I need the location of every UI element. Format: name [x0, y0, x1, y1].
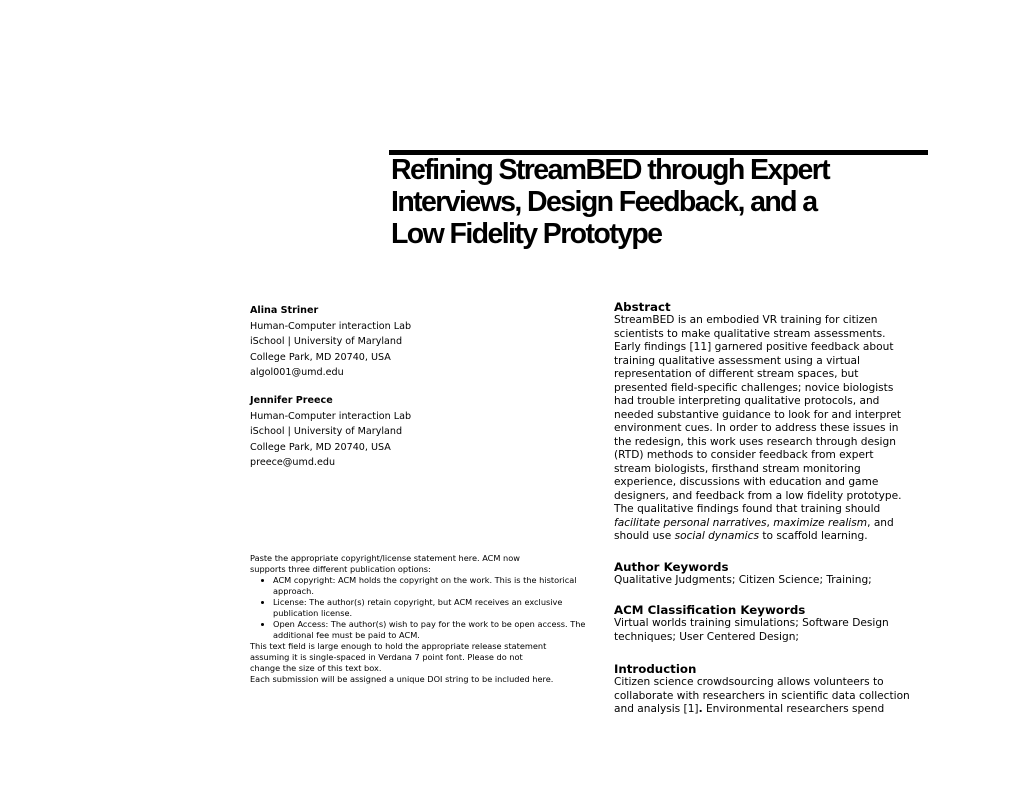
copyright-box [250, 553, 600, 685]
author-block [250, 393, 590, 471]
author-list [250, 303, 590, 483]
author-address: College Park, MD 20740, USA [250, 351, 391, 363]
abstract-line: designers, and feedback from a low fidelity prototype. [614, 489, 902, 502]
acm-classification-line: Virtual worlds training simulations; Software Design [614, 617, 889, 629]
keywords-line: Qualitative Judgments; Citizen Science; Training; [614, 573, 872, 586]
abstract-heading: Abstract [614, 300, 671, 314]
text-run: to scaffold learning. [758, 530, 868, 542]
abstract-line: experience, discussions with education and game [614, 476, 879, 488]
title-line: Low Fidelity Prototype [391, 218, 662, 250]
copyright-option: • License: The author(s) retain copyright, but ACM receives an exclusive publication license. [273, 597, 600, 619]
abstract-line: stream biologists, firsthand stream monitoring [614, 462, 861, 475]
abstract-line: (RTD) methods to consider feedback from expert [614, 449, 874, 461]
abstract-line [614, 530, 934, 544]
text-run: should use [614, 530, 675, 542]
copyright-option: • ACM copyright: ACM holds the copyright on the work. This is the historical approach. [273, 575, 600, 597]
author-affiliation: Human-Computer interaction Lab [250, 320, 412, 332]
keywords-heading: Author Keywords [614, 559, 729, 574]
text-run: , [766, 516, 774, 529]
title-line: Interviews, Design Feedback, and a [391, 186, 817, 218]
text-run: Environmental researchers spend [702, 703, 885, 715]
abstract-line: environment cues. In order to address these issues in [614, 422, 899, 434]
bold-period: . [698, 703, 703, 715]
text-run: and analysis [1] [614, 703, 699, 715]
copyright-outro: assuming it is single-spaced in Verdana 7 point font. Please do not [250, 652, 523, 662]
author-affiliation: iSchool | University of Maryland [250, 336, 403, 348]
introduction-heading: Introduction [614, 662, 697, 676]
text-run: , and [867, 516, 894, 529]
acm-classification-line: techniques; User Centered Design; [614, 630, 799, 643]
abstract-line: the redesign, this work uses research through design [614, 435, 896, 448]
copyright-options [250, 575, 600, 641]
abstract-line: StreamBED is an embodied VR training for citizen [614, 314, 878, 326]
abstract-line: training qualitative assessment using a virtual [614, 354, 860, 367]
author-affiliation: iSchool | University of Maryland [250, 426, 403, 438]
author-address: College Park, MD 20740, USA [250, 441, 391, 453]
emphasis: social dynamics [674, 530, 759, 542]
author-block [250, 303, 590, 381]
author-name: Jennifer Preece [250, 394, 333, 406]
abstract-line: representation of different stream spaces, but [614, 368, 859, 380]
abstract-line: The qualitative findings found that training should [614, 503, 881, 515]
abstract-line: needed substantive guidance to look for and interpret [614, 408, 902, 421]
introduction-line [614, 703, 934, 717]
keywords-text [614, 574, 934, 588]
abstract-line: had trouble interpreting qualitative protocols, and [614, 395, 880, 407]
abstract-line: presented field-specific challenges; novice biologists [614, 381, 894, 394]
copyright-option: • Open Access: The author(s) wish to pay for the work to be open access. The additional fee must be paid to ACM. [273, 619, 600, 641]
abstract-line: Early findings [11] garnered positive feedback about [614, 341, 894, 353]
abstract-line: scientists to make qualitative stream assessments. [614, 327, 886, 340]
title-line: Refining StreamBED through Expert [391, 154, 830, 186]
acm-classification-text [614, 617, 934, 644]
copyright-outro: This text field is large enough to hold the appropriate release statement [250, 641, 547, 651]
acm-classification-heading: ACM Classification Keywords [614, 603, 806, 617]
introduction-line: Citizen science crowdsourcing allows volunteers to [614, 676, 884, 688]
paper-title [391, 154, 931, 250]
author-email[interactable]: preece@umd.edu [250, 457, 336, 469]
introduction-line: collaborate with researchers in scientific data collection [614, 689, 910, 702]
introduction-text [614, 676, 934, 717]
author-affiliation: Human-Computer interaction Lab [250, 410, 412, 422]
abstract-text [614, 314, 934, 544]
copyright-outro: change the size of this text box. [250, 663, 382, 673]
emphasis: maximize realism [773, 516, 868, 529]
abstract-line [614, 517, 934, 531]
copyright-intro: supports three different publication options: [250, 564, 431, 574]
copyright-outro: Each submission will be assigned a unique DOI string to be included here. [250, 674, 554, 684]
right-column [614, 300, 934, 727]
copyright-intro: Paste the appropriate copyright/license statement here. ACM now [250, 553, 520, 563]
emphasis: facilitate personal narratives [614, 516, 767, 529]
author-email[interactable]: algol001@umd.edu [250, 367, 344, 379]
author-name: Alina Striner [250, 305, 319, 316]
